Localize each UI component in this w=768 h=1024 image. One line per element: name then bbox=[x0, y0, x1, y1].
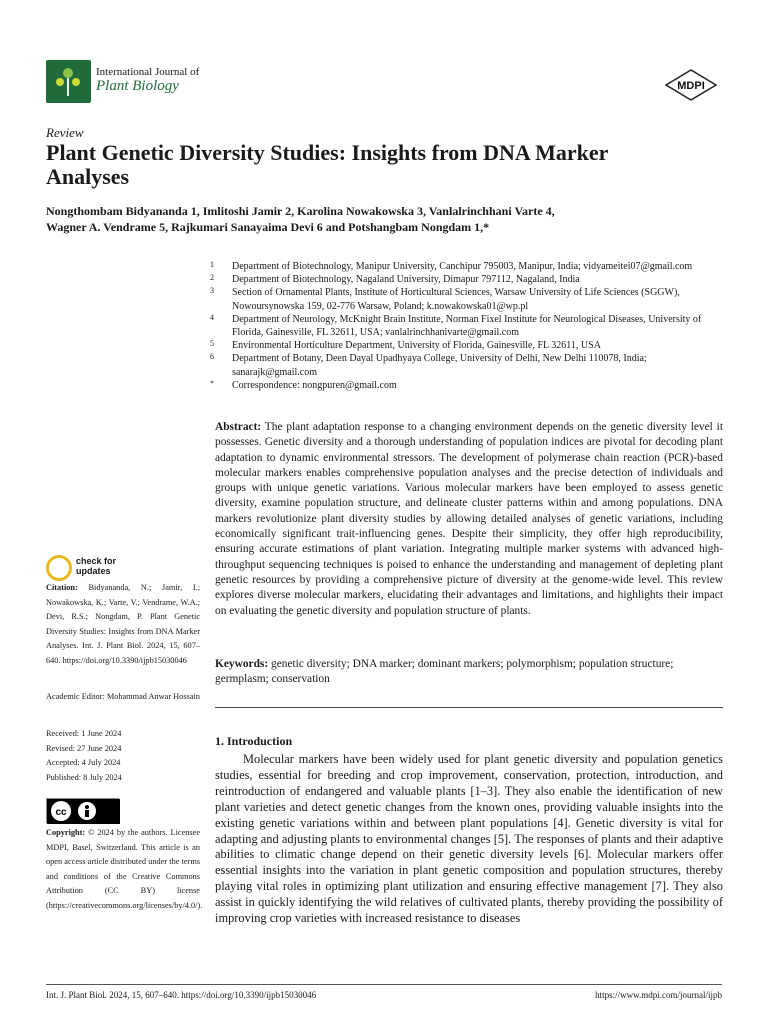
check-for-updates-icon[interactable] bbox=[46, 555, 72, 581]
academic-editor: Academic Editor: Mohammad Anwar Hossain bbox=[46, 692, 200, 701]
cc-by-license-icon[interactable] bbox=[46, 798, 119, 823]
footer-journal-url[interactable]: https://www.mdpi.com/journal/ijpb bbox=[595, 990, 722, 1000]
abstract-text: The plant adaptation response to a changing environment depends on the genetic diversity level it possesses. Genetic diversity and a thorough understanding of population indices are pivotal for decoding plant adaptation to dynamic environmental stressors. The development of polymerase chain reaction (PCR)-based molecular markers enables comprehensive population analyses and the precise detection of individuals and groups with unique genetic variations. Various molecular markers have been employed to assess genetic diversity, examine population structure, and delineate cluster patterns within and among populations. DNA markers revolutionize plant diversity studies by allowing detailed analyses of genetic variations, including economically significant trait-influencing genes. Despite their simplicity, they offer high reproducibility, ensuring accurate estimations of plant variation. Integrating multiple marker systems with advanced high-throughput sequencing techniques is poised to enhance the understanding and management of depleting plant genetic resources by providing a comprehensive picture of diversity at the genome-wide level. This review explores diverse molecular markers, elucidating their advantages and limitations, and highlights their impact on evaluating the genetic diversity and population structure of plants. bbox=[215, 421, 723, 617]
affiliation-item: 5 Environmental Horticulture Department, University of Florida, Gainesville, FL 32611, USA bbox=[210, 339, 601, 352]
affiliation-item: 4 Department of Neurology, McKnight Brain Institute, Norman Fixel Institute for Neurological Diseases, University of Florida, Gainesville, FL 32611, USA; vanlalrinchhanivarte@gmail.com bbox=[210, 312, 702, 339]
affiliation-item: 3 Section of Ornamental Plants, Institute of Horticultural Sciences, Warsaw University of Life Sciences (SGGW), Nowoursynowska 159, 02-776 Warsaw, Poland; k.nowakowska01@wp.pl bbox=[210, 286, 680, 312]
article-title: Plant Genetic Diversity Studies: Insights from DNA Marker Analyses bbox=[46, 140, 608, 189]
copyright: Copyright: © 2024 by the authors. Licensee MDPI, Basel, Switzerland. This article is an open access article distributed under the terms and conditions of the Creative Commons Attribution (CC BY) license (https://creativecommons.org/licenses/by/4.0/). bbox=[46, 828, 203, 910]
affiliations bbox=[210, 260, 730, 392]
intro-paragraph: Molecular markers have been widely used for plant genetic diversity and population genetics studies, essential for breeding and crop improvement, conservation, protection, introduction, and reintroduction of endangered and valuable plants [1–3]. They also enable the identification of new plant varieties and detect genetic changes from the known ones, providing valuable insights into the existing genetic variations within and between plant populations [4]. Genetic diversity is vital for adapting and adjusting plants to environmental changes [5]. The responses of plants and their adaptive abilities to climatic change depend on their genetic diversity levels [6]. Molecular markers offer essential insights into the variation in plant genetic composition and population structures, thereby playing vital roles in optimizing plant utilization and ensuring effective management [7]. They also assist in quickly identifying the wild relatives of cultivated plants, thereby providing the possibility of improving crop varieties with increased resistance to diseases bbox=[215, 752, 723, 926]
authors-line-1: Nongthombam Bidyananda 1, Imlitoshi Jamir 2, Karolina Nowakowska 3, Vanlalrinchhani Varte 4, bbox=[46, 204, 555, 218]
svg-text:cc: cc bbox=[55, 807, 67, 818]
journal-name-line1: International Journal of bbox=[96, 66, 200, 78]
date-received: Received: 1 June 2024 bbox=[46, 729, 122, 738]
affiliation-item: 6 Department of Botany, Deen Dayal Upadhyaya College, University of Delhi, New Delhi 110078, India; sanarajk@gmail.com bbox=[210, 352, 647, 378]
abstract-label: Abstract: bbox=[215, 421, 262, 433]
journal-name-line2: Plant Biology bbox=[96, 78, 179, 94]
affiliation-item: 1 Department of Biotechnology, Manipur University, Canchipur 795003, Manipur, India; vidyameitei07@gmail.com bbox=[210, 260, 693, 272]
keywords bbox=[215, 657, 723, 688]
affiliation-item: 2 Department of Biotechnology, Nagaland University, Dimapur 797112, Nagaland, India bbox=[210, 273, 580, 286]
publisher-name: MDPI bbox=[677, 80, 705, 92]
authors-line-2: Wagner A. Vendrame 5, Rajkumari Sanayaima Devi 6 and Potshangbam Nongdam 1,* bbox=[46, 220, 490, 234]
date-published: Published: 8 July 2024 bbox=[46, 772, 122, 782]
citation: Citation: Bidyananda, N.; Jamir, I.; Nowakowska, K.; Varte, V.; Vendrame, W.A.; Devi, R.S.; Nongdam, P. Plant Genetic Diversity Studies: Insights from DNA Marker Analyses. Int. J. Plant Biol. 2024, 15, 607–640. https://doi.org/10.3390/ijpb15030046 bbox=[46, 583, 200, 665]
journal-logo bbox=[46, 60, 91, 103]
author-list bbox=[46, 203, 726, 235]
article-type: Review bbox=[46, 125, 84, 140]
check-for-updates-label[interactable]: check for updates bbox=[76, 556, 117, 576]
section-divider bbox=[215, 707, 723, 708]
footer-citation[interactable]: Int. J. Plant Biol. 2024, 15, 607–640. https://doi.org/10.3390/ijpb15030046 bbox=[46, 990, 317, 1000]
abstract bbox=[215, 420, 723, 619]
keywords-label: Keywords: bbox=[215, 658, 269, 670]
publication-dates bbox=[46, 727, 200, 785]
keywords-text: genetic diversity; DNA marker; dominant markers; polymorphism; population structure; germplasm; conservation bbox=[215, 658, 674, 686]
mdpi-logo bbox=[664, 69, 718, 101]
date-revised: Revised: 27 June 2024 bbox=[46, 743, 122, 753]
date-accepted: Accepted: 4 July 2024 bbox=[46, 758, 121, 768]
affiliation-item: * Correspondence: nongpuren@gmail.com bbox=[210, 378, 397, 391]
section-heading: 1. Introduction bbox=[215, 734, 293, 748]
footer-divider bbox=[46, 984, 722, 985]
